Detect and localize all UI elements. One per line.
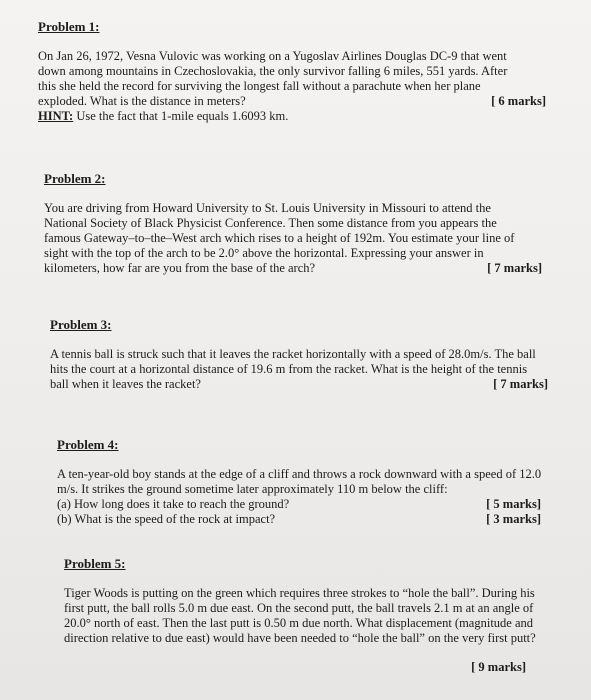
problem-2-text-line: National Society of Black Physicist Conference. Then some distance from you appears the <box>44 216 497 230</box>
problem-4-text-line: m/s. It strikes the ground sometime later approximately 110 m below the cliff: <box>57 482 448 496</box>
problem-5-title: Problem 5: <box>64 556 126 571</box>
problem-4-part-b-marks: [ 3 marks] <box>486 512 541 526</box>
problem-1 <box>38 18 546 124</box>
problem-1-question: exploded. What is the distance in meters? <box>38 94 246 108</box>
problem-2-marks: [ 7 marks] <box>487 261 542 275</box>
problem-1-hint <box>38 109 546 124</box>
problem-5-text-line: Tiger Woods is putting on the green which requires three strokes to “hole the ball”. During his <box>64 586 535 600</box>
problem-3-title: Problem 3: <box>50 317 112 332</box>
problem-2-text-line: You are driving from Howard University to St. Louis University in Missouri to attend the <box>44 201 491 215</box>
problem-5-text-line: first putt, the ball rolls 5.0 m due east. On the second putt, the ball travels 2.1 m at an angle of <box>64 601 534 615</box>
problem-3 <box>50 316 548 392</box>
problem-4-text-line: A ten-year-old boy stands at the edge of a cliff and throws a rock downward with a speed of 12.0 <box>57 467 542 481</box>
problem-2 <box>44 170 542 276</box>
problem-4-title: Problem 4: <box>57 437 119 452</box>
problem-1-text-line: this she held the record for surviving the longest fall without a parachute when her plane <box>38 79 481 93</box>
problem-4-part-a-question: (a) How long does it take to reach the ground? <box>57 497 290 511</box>
problem-4-part-a-marks: [ 5 marks] <box>486 497 541 511</box>
problem-3-question: ball when it leaves the racket? <box>50 377 201 391</box>
hint-label: HINT: <box>38 109 74 123</box>
problem-3-text-line: hits the court at a horizontal distance of 19.6 m from the racket. What is the height of the tennis <box>50 362 528 376</box>
problem-2-question: kilometers, how far are you from the base of the arch? <box>44 261 316 275</box>
problem-2-text-line: famous Gateway–to–the–West arch which rises to a height of 192m. You estimate your line of <box>44 231 515 245</box>
problem-4-part-b <box>57 512 541 527</box>
problem-3-text-line: A tennis ball is struck such that it leaves the racket horizontally with a speed of 28.0m/s. The ball <box>50 347 536 361</box>
problem-1-marks: [ 6 marks] <box>491 94 546 108</box>
problem-2-title: Problem 2: <box>44 171 106 186</box>
problem-1-text-line: On Jan 26, 1972, Vesna Vulovic was working on a Yugoslav Airlines Douglas DC-9 that went <box>38 49 507 63</box>
problem-2-text-line: sight with the top of the arch to be 2.0° above the horizontal. Expressing your answer in <box>44 246 484 260</box>
problem-4 <box>57 436 541 527</box>
problem-2-question-line <box>44 261 542 276</box>
hint-text: Use the fact that 1-mile equals 1.6093 km. <box>73 109 289 123</box>
problem-1-title: Problem 1: <box>38 19 100 34</box>
problem-5-marks-line <box>64 660 526 675</box>
problem-1-text-line: down among mountains in Czechoslovakia, the only survivor falling 6 miles, 551 yards. After <box>38 64 508 78</box>
problem-4-part-b-question: (b) What is the speed of the rock at impact? <box>57 512 276 526</box>
problem-5 <box>64 555 536 675</box>
problem-3-question-line <box>50 377 548 392</box>
problem-5-marks: [ 9 marks] <box>471 660 526 674</box>
problem-1-question-line <box>38 94 546 109</box>
problem-3-marks: [ 7 marks] <box>493 377 548 391</box>
problem-5-text-line: 20.0° north of east. Then the last putt is 0.50 m due north. What displacement (magnitude and <box>64 616 534 630</box>
problem-5-text-line: direction relative to due east) would have been needed to “hole the ball” on the very first putt? <box>64 631 536 645</box>
problem-4-part-a <box>57 497 541 512</box>
